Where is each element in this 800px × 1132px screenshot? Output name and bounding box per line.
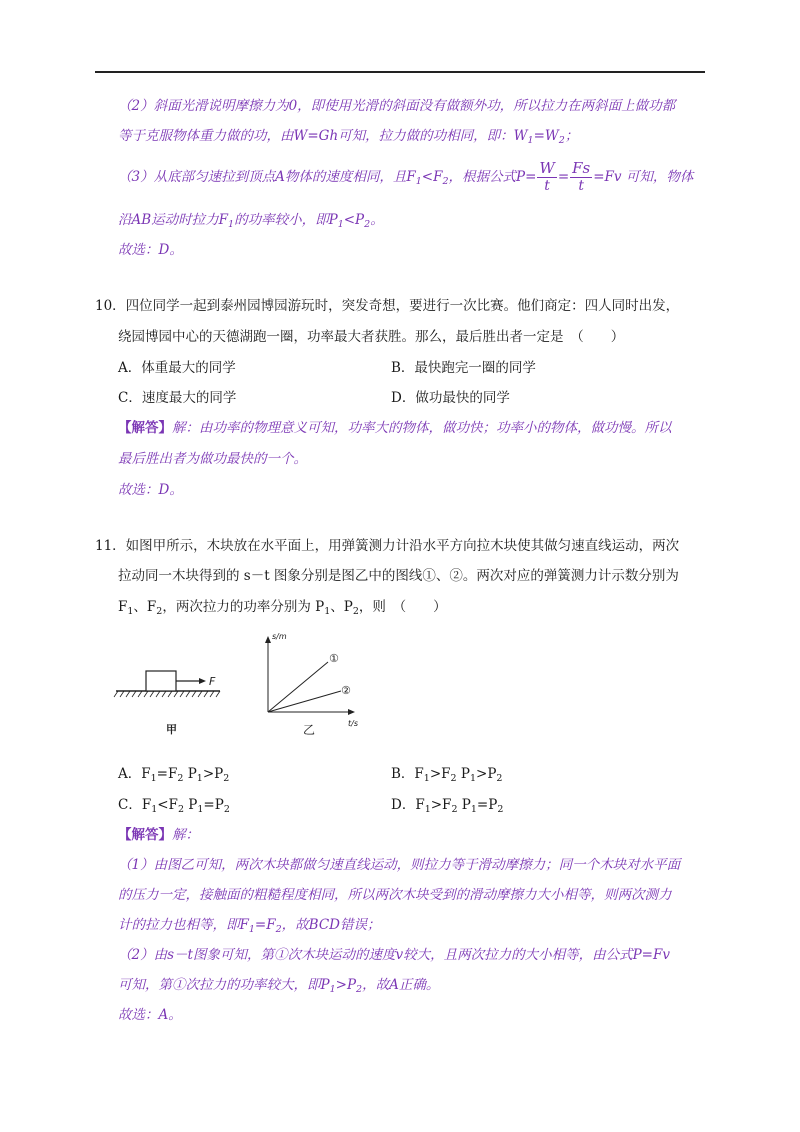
force-label: F: [209, 675, 216, 688]
q10-answer-line2: 最后胜出者为做功最快的一个。: [118, 451, 307, 467]
figure-jia: [110, 662, 240, 742]
q10-option-a: A．体重最大的同学: [118, 360, 236, 376]
q11-option-b: B．$F_1>F_2$ $P_1>P_2$: [391, 766, 503, 784]
q11-part1-line1: （1）由图乙可知，两次木块都做匀速直线运动，则拉力等于滑动摩擦力；同一个木块对水平面: [118, 857, 681, 873]
q11-part2-line1: （2）由s－t图象可知，第①次木块运动的速度v较大，且两次拉力的大小相等，由公式P=Fv: [118, 947, 670, 963]
wooden-block: [146, 671, 176, 691]
q11-part2-line2: 可知，第①次拉力的功率较大，即$P_1>P_2$，故A正确。: [118, 977, 440, 995]
header-rule: [95, 71, 705, 73]
q11-part1-line2: 的压力一定，接触面的粗糙程度相同，所以两次木块受到的滑动摩擦力大小相等，则两次测力: [118, 887, 672, 903]
figure-yi-label: 乙: [303, 723, 316, 737]
q9-part2-line2: 等于克服物体重力做的功，由W=Gh可知，拉力做的功相同，即：$W_1=W_2$；: [118, 128, 579, 146]
y-axis-arrow: [265, 636, 271, 643]
q9-choice: 故选：D。: [118, 242, 183, 258]
q11-option-d: D．$F_1>F_2$ $P_1=P_2$: [391, 797, 504, 815]
q10-answer-line1: 【解答】解：由功率的物理意义可知，功率大的物体，做功快；功率小的物体，做功慢。所以: [118, 420, 672, 436]
q11-stem-line1: 11．如图甲所示，木块放在水平面上，用弹簧测力计沿水平方向拉木块使其做匀速直线运动，两次: [95, 538, 680, 554]
power-fraction-fs-over-t: $\frac{Fs}{t}$: [572, 159, 591, 194]
x-axis-arrow: [348, 709, 355, 715]
q11-answer-tag: 【解答】解：: [118, 827, 199, 843]
graph-line-2: [268, 691, 341, 712]
q9-part3-line2: 沿AB运动时拉力$F_1$的功率较小，即$P_1<P_2$。: [118, 212, 384, 230]
q10-option-d: D．做功最快的同学: [391, 390, 510, 406]
graph-line-1: [268, 662, 328, 712]
graph-line-2-label: ②: [341, 684, 351, 697]
ground-hatching: [114, 691, 220, 697]
q11-stem-line2: 拉动同一木块得到的 s－t 图象分别是图乙中的图线①、②。两次对应的弹簧测力计示数分别为: [118, 568, 679, 584]
x-axis-label: t/s: [348, 719, 358, 728]
q10-choice: 故选：D。: [118, 482, 183, 498]
q11-part1-line3: 计的拉力也相等，即$F_1=F_2$，故BCD错误；: [118, 917, 381, 935]
q9-part3-line1: （3）从底部匀速拉到顶点A物体的速度相同，且$F_1<F_2$，根据公式P= $\frac{W}{t}$ = $\frac{Fs}{t}$ =Fv 可知，物体: [118, 159, 694, 194]
q10-option-c: C．速度最大的同学: [118, 390, 237, 406]
q9-part2-line1: （2）斜面光滑说明摩擦力为0，即使用光滑的斜面没有做额外功，所以拉力在两斜面上做功都: [118, 98, 676, 114]
figure-jia-label: 甲: [166, 723, 177, 736]
q10-stem-line1: 10．四位同学一起到泰州园博园游玩时，突发奇想，要进行一次比赛。他们商定：四人同时出发，: [95, 298, 680, 314]
q11-option-c: C．$F_1<F_2$ $P_1=P_2$: [118, 797, 230, 815]
q11-choice: 故选：A。: [118, 1007, 182, 1023]
q11-stem-line3: $F_1$、$F_2$，两次拉力的功率分别为 $P_1$、$P_2$，则 （ ）: [118, 599, 447, 617]
q10-stem-line2: 绕园博园中心的天德湖跑一圈，功率最大者获胜。那么，最后胜出者一定是 （ ）: [118, 329, 625, 345]
graph-line-1-label: ①: [329, 652, 339, 665]
power-fraction-w-over-t: $\frac{W}{t}$: [539, 159, 555, 194]
figure-yi-st-graph: [255, 628, 375, 740]
y-axis-label: s/m: [272, 632, 287, 641]
q10-option-b: B．最快跑完一圈的同学: [391, 360, 536, 376]
force-arrowhead: [199, 678, 206, 684]
q11-option-a: A．$F_1=F_2$ $P_1>P_2$: [118, 766, 230, 784]
